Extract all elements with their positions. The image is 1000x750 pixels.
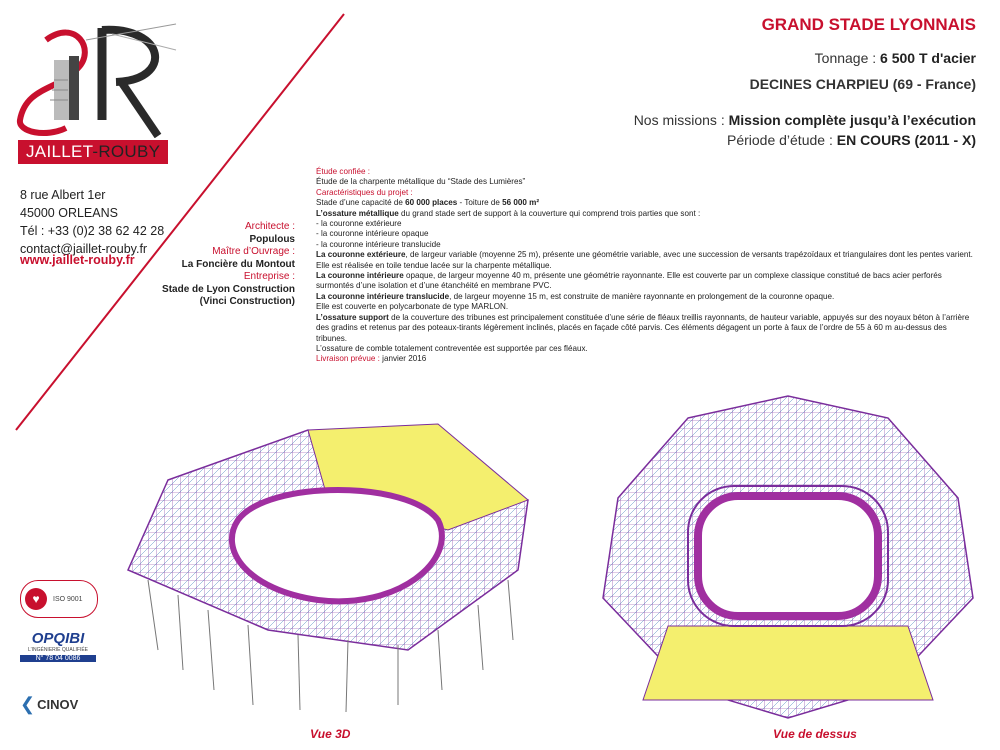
translucent-crown-text: La couronne intérieure translucide, de largeur moyenne 15 m, est construite de manière rayonnante en prolongement de la couronne opaque. [316, 291, 835, 301]
stadium-3d-view [108, 420, 548, 720]
project-title: GRAND STADE LYONNAIS [761, 15, 976, 34]
stadium-top-view [588, 388, 988, 728]
address-block [20, 186, 164, 258]
project-description [316, 167, 978, 365]
delivery-text: Livraison prévue : janvier 2016 [316, 354, 427, 364]
opqibi-badge: OPQIBI L’INGÉNIERIE QUALIFIÉE N° 78 04 0086 [20, 630, 96, 662]
company-logo [16, 20, 186, 138]
email-link[interactable]: contact@jaillet-rouby.fr [20, 242, 148, 256]
caption-top-view: Vue de dessus [773, 727, 857, 741]
list-item: - la couronne intérieure translucide [316, 239, 441, 249]
owner-value: La Foncière du Montout [181, 258, 295, 270]
iso-certification-badge: ♥ ISO 9001 [20, 580, 98, 618]
translucent-cover-text: Elle est couverte en polycarbonate de type MARLON. [316, 302, 509, 312]
architect-value: Populous [249, 233, 295, 245]
location: DECINES CHARPIEU (69 - France) [749, 76, 976, 92]
features-heading: Caractéristiques du projet : [316, 187, 413, 197]
address-line2: 45000 ORLEANS [20, 206, 118, 220]
architect-label: Architecte : [244, 221, 295, 232]
company-value-1: Stade de Lyon Construction [162, 283, 295, 295]
company-label: Entreprise : [243, 271, 295, 282]
caption-3d-view: Vue 3D [310, 727, 351, 741]
support-text: L’ossature support de la couverture des tribunes est principalement constituée d’une série de fléaux treillis rayonnants, de hauteur variable, appuyés sur des noyaux béton à l’arrière des gradins et retenus par des poteaux-tirants légèrement inclinés, placés en façade côté parvis. Ces éléments dégagent un porte à faux de l’ordre de 55 à 60 m au-dessus des tribunes. [316, 312, 970, 343]
bracing-text: L’ossature de comble totalement contreventée est supportée par ces fléaux. [316, 343, 588, 353]
capacity-text: Stade d’une capacité de 60 000 places - Toiture de 56 000 m² [316, 198, 540, 208]
heart-icon: ♥ [25, 588, 47, 610]
list-item: - la couronne extérieure [316, 219, 402, 229]
ext-crown-text: La couronne extérieure, de largeur variable (moyenne 25 m), présente une géométrie variable, avec une succession de versants trapézoïdaux et triangulaires dont les pentes varient. Elle est réalisée en toile tendue lacée sur la charpente métallique. [316, 250, 973, 270]
company-name: JAILLET-ROUBY [18, 140, 168, 164]
frame-text: L’ossature métallique du grand stade sert de support à la couverture qui comprend trois parties que sont : [316, 208, 701, 218]
list-item: - la couronne intérieure opaque [316, 229, 429, 239]
study-text: Étude de la charpente métallique du “Stade des Lumières” [316, 177, 526, 187]
study-period: Période d’étude : EN COURS (2011 - X) [726, 132, 976, 148]
cinov-badge: ❮ CINOV [20, 694, 79, 714]
owner-label: Maître d’Ouvrage : [212, 246, 295, 257]
address-line1: 8 rue Albert 1er [20, 188, 106, 202]
company-value-2: (Vinci Construction) [199, 296, 295, 307]
website-link[interactable]: www.jaillet-rouby.fr [20, 253, 135, 267]
cinov-logo-icon: ❮ [20, 694, 36, 714]
phone: Tél : +33 (0)2 38 62 42 28 [20, 224, 165, 238]
project-roles [162, 221, 295, 309]
tonnage: Tonnage : 6 500 T d'acier [814, 50, 976, 66]
int-crown-text: La couronne intérieure opaque, de largeur moyenne 40 m, présente une géométrie rayonnante. Elle est couverte par un complexe classique constitué de bacs acier perforés surmontés d’une isolation et d’une étanchéité en membrane PVC. [316, 271, 942, 291]
study-heading: Étude confiée : [316, 167, 370, 176]
missions: Nos missions : Mission complète jusqu’à l’exécution [633, 112, 976, 128]
